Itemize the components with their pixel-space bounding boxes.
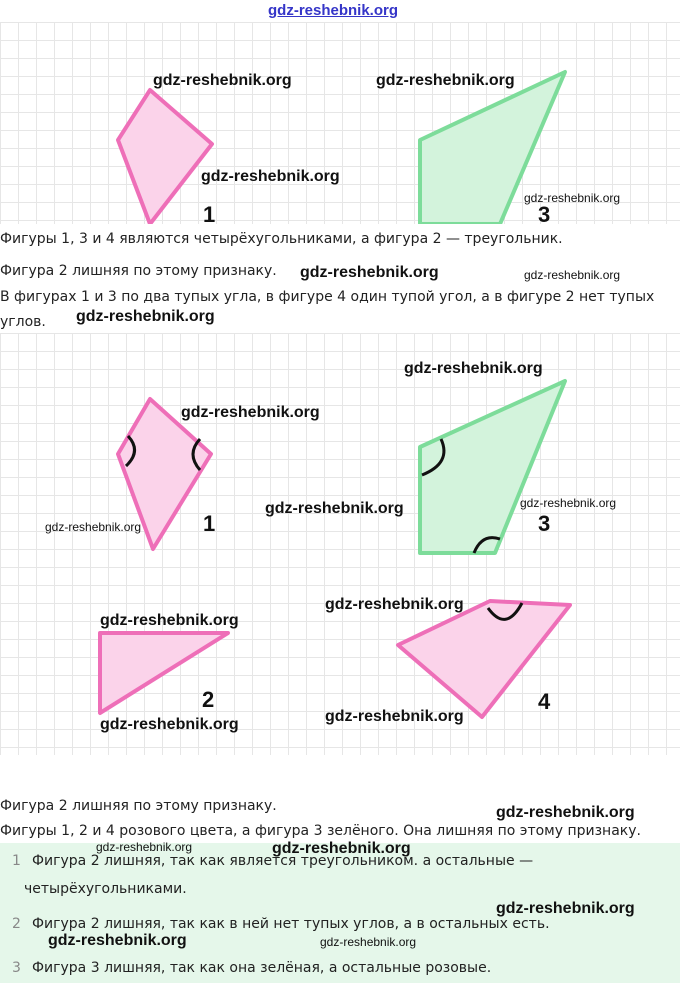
figures-main-svg (0, 333, 680, 755)
figure-1-label: 1 (203, 202, 216, 224)
watermark: gdz-reshebnik.org (153, 72, 292, 89)
watermark: gdz-reshebnik.org (100, 716, 239, 733)
watermark: gdz-reshebnik.org (201, 168, 340, 185)
answer-number: 3 (12, 960, 21, 976)
watermark: gdz-reshebnik.org (496, 804, 635, 821)
watermark: gdz-reshebnik.org (272, 840, 411, 857)
watermark: gdz-reshebnik.org (45, 520, 142, 534)
watermark: gdz-reshebnik.org (524, 268, 621, 282)
figure-4-label: 4 (538, 689, 551, 714)
answer-option-1-continued: четырёхугольниками. (24, 881, 187, 897)
answer-text: Фигура 3 лишняя, так как она зелёная, а остальные розовые. (32, 960, 492, 976)
header-watermark[interactable]: gdz-reshebnik.org (268, 2, 399, 19)
figure-2-label: 2 (202, 687, 215, 712)
watermark: gdz-reshebnik.org (76, 308, 215, 325)
watermark: gdz-reshebnik.org (524, 191, 621, 205)
text-line-2: Фигура 2 лишняя по этому признаку. (0, 263, 277, 279)
watermark: gdz-reshebnik.org (376, 72, 515, 89)
watermark: gdz-reshebnik.org (48, 932, 187, 949)
watermark: gdz-reshebnik.org (100, 612, 239, 629)
answer-text: Фигура 2 лишняя, так как является треугольником. а остальные — (32, 853, 534, 869)
watermark: gdz-reshebnik.org (520, 496, 617, 510)
answer-option-2[interactable] (12, 915, 550, 933)
watermark: gdz-reshebnik.org (96, 840, 193, 854)
text-line-4: углов. (0, 314, 46, 330)
text-line-3: В фигурах 1 и 3 по два тупых угла, в фигуре 4 один тупой угол, а в фигуре 2 нет тупых (0, 289, 655, 305)
text-line-5: Фигура 2 лишняя по этому признаку. (0, 798, 277, 814)
watermark: gdz-reshebnik.org (300, 264, 439, 281)
figures-panel-main (0, 333, 680, 755)
watermark: gdz-reshebnik.org (181, 404, 320, 421)
watermark: gdz-reshebnik.org (404, 360, 543, 377)
figure-3-label: 3 (538, 511, 551, 536)
figure-1-label: 1 (203, 511, 216, 536)
text-line-1: Фигуры 1, 3 и 4 являются четырёхугольниками, а фигура 2 — треугольник. (0, 231, 563, 247)
answer-number: 1 (12, 853, 21, 869)
watermark: gdz-reshebnik.org (325, 596, 464, 613)
answer-text: Фигура 2 лишняя, так как в ней нет тупых углов, а в остальных есть. (32, 916, 550, 932)
watermark: gdz-reshebnik.org (496, 900, 635, 917)
watermark: gdz-reshebnik.org (320, 935, 417, 949)
figure-3-label: 3 (538, 202, 551, 224)
answer-option-3[interactable] (12, 959, 491, 977)
watermark: gdz-reshebnik.org (325, 708, 464, 725)
watermark: gdz-reshebnik.org (265, 500, 404, 517)
text-line-6: Фигуры 1, 2 и 4 розового цвета, а фигура 3 зелёного. Она лишняя по этому признаку. (0, 823, 641, 839)
figure-1-shape (118, 90, 212, 224)
answer-number: 2 (12, 916, 21, 932)
